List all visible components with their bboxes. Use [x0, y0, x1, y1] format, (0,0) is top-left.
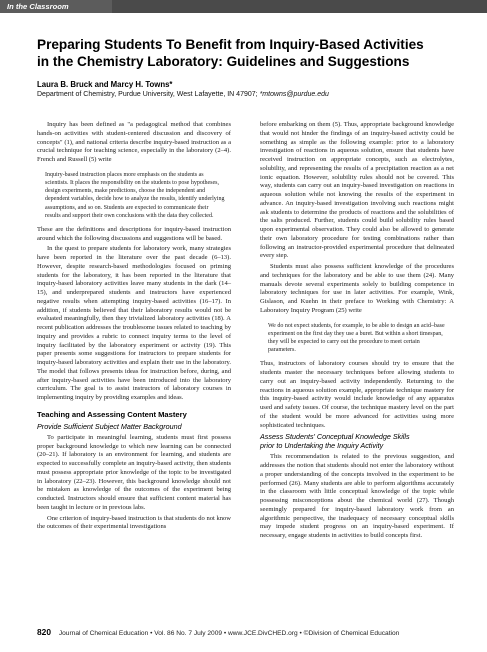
paragraph: Thus, instructors of laboratory courses should try to ensure that the students master the necessary techniques before allowing students to carry out an inquiry-based activity independently. Returning to the reactions in aqueous solution example, appropriate technique mastery for this inquiry-based activity would include knowledge of any apparatus used and safety issues. Of course, the technique mastery level on the part of the student would be more advanced for activities using more sophisticated techniques.	[260, 360, 454, 429]
right-column	[260, 121, 454, 543]
subsection-heading: Provide Sufficient Subject Matter Background	[37, 421, 182, 431]
paragraph: One criterion of inquiry-based instruction is that students do not know the outcomes of their experimental investigations	[37, 514, 232, 531]
title-line-1: Preparing Students To Benefit from Inquiry-Based Activities	[37, 37, 424, 52]
affiliation	[37, 90, 457, 100]
paragraph: Inquiry has been defined as "a pedagogical method that combines hands-on activities with student-centered discussion and discovery of concepts" (1), and national criteria describe inquiry-based instruction as a crucial technique for teaching science, especially in the laboratory (2–4). French and Russell (5) write	[37, 121, 231, 163]
paragraph: before embarking on them (5). Thus, appropriate background knowledge that would not hinder the findings of an inquiry-based activity could be something as simple as the following example: prior to a laboratory investigation of reactions in aqueous solution, ensure that students have received instruction on appropriate concepts, such as electrolytes, solubility, and representing the results of a precipitation reaction as a net ionic equation. However, solubility rules should not be covered. This way, students can carry out an inquiry-based investigation on reactions in aqueous solution while not knowing the results of the experiment in advance. An inquiry-based investigation involving such reactions might ask students to determine the products of reactions and the solubilities of the salts produced. Further, students could build solubility rules based upon experimental observation. They could also be allowed to generate their own laboratory procedure for testing combinations rather than following an instructor-provided experimental procedure that delineated every step.	[260, 121, 454, 260]
subheading-line-1: Assess Students' Conceptual Knowledge Skills	[260, 432, 410, 442]
affiliation-text: Department of Chemistry, Purdue University, West Lafayette, IN 47907;	[37, 91, 258, 98]
subheading-line-2: prior to Undertaking the Inquiry Activity	[260, 441, 384, 451]
paragraph: To participate in meaningful learning, students must first possess proper background knowledge to which new learning can be connected (20–21). If laboratory is an environment for learning, and students are expected to successfully complete an inquiry-based activity, then students must possess appropriate prior knowledge of the topic to be investigated in laboratory (22–23). However, this background knowledge should not be mistaken as knowledge of the outcomes of the experiment being conducted. Instructors should ensure that sufficient content material has been taught in lecture or in previous labs.	[37, 433, 231, 511]
section-heading: Teaching and Assessing Content Mastery	[37, 409, 187, 419]
page-number: 820	[37, 627, 51, 637]
block-quote: Inquiry-based instruction places more emphasis on the students as scientists. It places the responsibility on the students to pose hypotheses, design experiments, make predictions, choose the independent and dependent variables, decide how to analyze the results, identify underlying assumptions, and so on. Students are expected to communicate their results and support their own conclusions with the data they collected.	[45, 171, 225, 219]
paragraph: Students must also possess sufficient knowledge of the procedures and techniques for the laboratory and be able to use them (24). Many manuals devote several experiments solely to building competence in laboratory techniques for use in later activities. For example, Wink, Gislason, and Kuehn in their preface to Working with Chemistry: A Laboratory Inquiry Program (25) write	[260, 263, 454, 314]
section-label: In the Classroom	[0, 0, 112, 13]
left-column	[37, 121, 231, 534]
author-email: *mtowns@purdue.edu	[259, 91, 329, 98]
section-banner	[0, 0, 487, 13]
journal-citation: Journal of Chemical Education • Vol. 86 No. 7 July 2009 • www.JCE.DivCHED.org • ©Division of Chemical Education	[58, 630, 400, 637]
page-footer	[37, 626, 462, 638]
paragraph: In the quest to prepare students for laboratory work, many strategies have been reported in the literature over the past decade (6–13). However, despite research-based methodologies focused on priming students for the laboratory, it has been reported in the literature that inquiry-based laboratory activities leave many students in the dark (14–15), and underprepared students and instructors have experienced negative results when attempting inquiry-based activities (16–17). In addition, if students believed that their laboratory results would not be evaluated meaningfully, then they trivialized laboratory activities (18). A recent publication addresses the troublesome issues related to teaching by inquiry and provides a rubric to connect inquiry terms to the level of inquiry facilitated by the laboratory experiment or activity (19). This paper presents some suggestions for instructors to prepare students for inquiry-based laboratory activities and explain their use in the laboratory. The model that follows presents ideas for instruction before, during, and after inquiry-based activities have been introduced into the laboratory curriculum. The goal is to assist instructors of laboratory courses in implementing inquiry by providing examples and ideas.	[37, 245, 231, 402]
subsection-heading	[260, 432, 454, 450]
author-list: Laura B. Bruck and Marcy H. Towns*	[37, 80, 173, 89]
paragraph: These are the definitions and descriptions for inquiry-based instruction around which the following discussions and suggestions will be based.	[37, 225, 231, 242]
article-title	[37, 36, 462, 70]
title-line-2: in the Chemistry Laboratory: Guidelines and Suggestions	[37, 54, 410, 69]
paragraph: This recommendation is related to the previous suggestion, and addresses the notion that students should not enter the laboratory without a proper understanding of the concepts involved in the experiment to be performed (26). Many students are able to perform algorithms accurately in the classroom with little conceptual knowledge of the topic while possessing misconceptions about the chemical world (27). Though seemingly prepared for inquiry-based laboratory work from an algorithmic perspective, the inadequacy of necessary conceptual skills may impede student progress on an inquiry-based experiment. If necessary, engage students in activities to build concepts first.	[260, 453, 454, 540]
block-quote: We do not expect students, for example, to be able to design an acid–base experiment on the first day they use a buret. But within a short timespan, they will be expected to carry out the procedure to meet certain parameters.	[268, 322, 445, 354]
